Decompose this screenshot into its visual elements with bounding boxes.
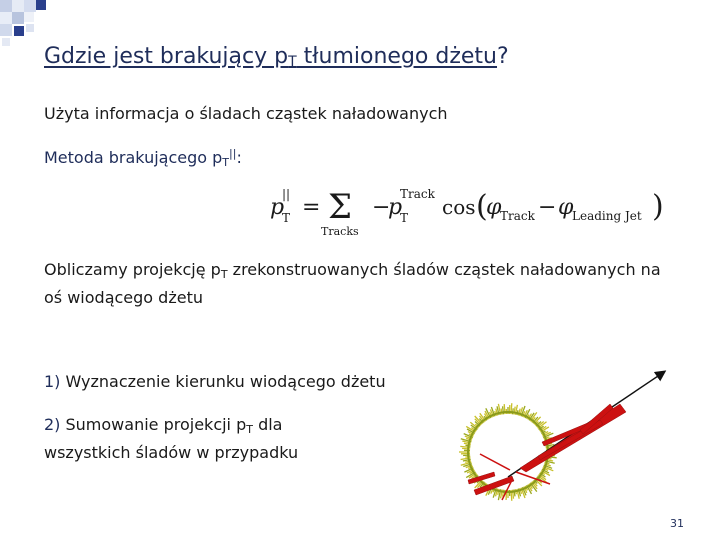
corner-decoration <box>0 0 60 50</box>
formula-lhs-sup: || <box>282 187 291 201</box>
formula-cos: cos <box>442 195 476 219</box>
tracks-info-text: Użyta informacja o śladach cząstek naładowanych <box>44 104 448 123</box>
formula-phi-jet-sub: Leading Jet <box>572 209 642 223</box>
page-number: 31 <box>670 517 684 530</box>
step-2: 2) Sumowanie projekcji $p_T$ dla wszystkich śladów w przypadku <box>44 415 299 462</box>
projection-paragraph: Obliczamy projekcję $p_T$ zrekonstruowanych śladów cząstek naładowanych na oś wiodącego dżetu <box>44 260 661 307</box>
formula-p-sup: Track <box>400 187 435 201</box>
step-1 <box>44 372 386 391</box>
formula-minus-2: − <box>538 195 557 220</box>
slide-title <box>44 44 509 70</box>
formula-sum-sign: Σ <box>328 187 353 227</box>
formula-sum-under: Tracks <box>321 225 359 238</box>
formula-p: p <box>388 195 403 220</box>
method-label: Metoda brakującego $p_T^{||}$: <box>44 147 242 169</box>
formula-p-sub: T <box>400 211 409 225</box>
formula-minus: − <box>372 195 391 220</box>
title-main: Gdzie jest brakujący $p_T$ tłumionego dżetu <box>44 44 498 70</box>
formula-phi-track: φ <box>486 195 502 220</box>
formula-equals: = <box>302 195 321 220</box>
formula-open-paren: ( <box>476 189 488 224</box>
formula-phi-track-sub: Track <box>500 209 535 223</box>
formula-lhs-sub: T <box>282 211 291 225</box>
missing-pt-formula <box>268 180 668 240</box>
formula-phi-jet: φ <box>558 195 574 220</box>
title-question-mark: ? <box>497 44 509 69</box>
formula-close-paren: ) <box>652 189 664 224</box>
event-display-figure <box>450 360 680 510</box>
step-1-number: 1) <box>44 372 61 391</box>
step-1-text: Wyznaczenie kierunku wiodącego dżetu <box>60 372 386 391</box>
formula-lhs-p: p <box>270 195 285 220</box>
detector-ring <box>459 403 557 501</box>
step-2-number: 2) <box>44 415 61 434</box>
